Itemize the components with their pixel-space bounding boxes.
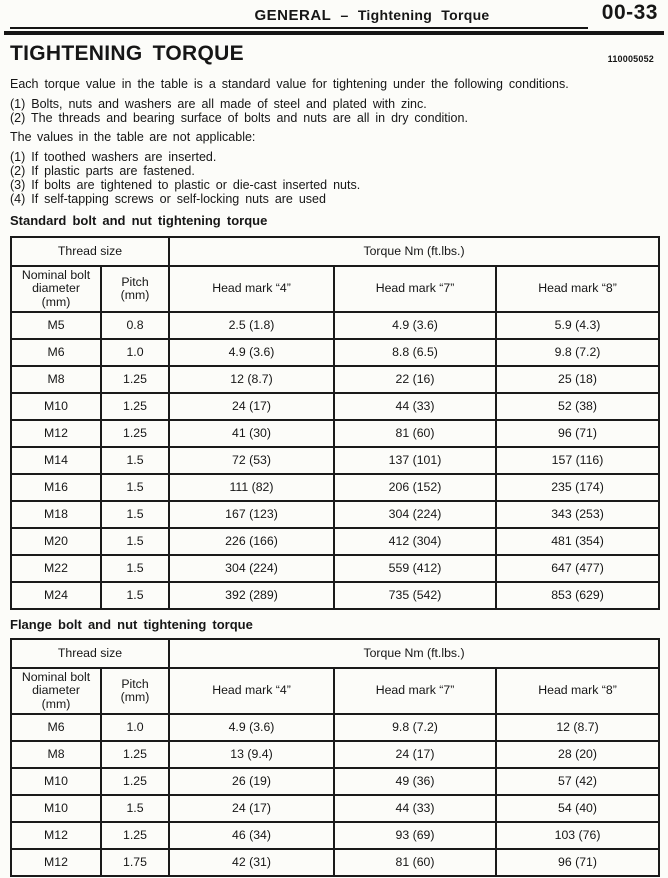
table-cell: 24 (17) [334,741,496,768]
table-cell: 853 (629) [496,582,659,609]
table-cell: 0.8 [101,312,169,339]
table-cell: 304 (224) [334,501,496,528]
table-cell: M10 [11,768,101,795]
table-cell: 2.5 (1.8) [169,312,334,339]
col-header-head-mark-8: Head mark “8” [496,266,659,312]
table-cell: 81 (60) [334,849,496,876]
table-cell: 111 (82) [169,474,334,501]
table-cell: 49 (36) [334,768,496,795]
not-applicable-item: (2) If plastic parts are fastened. [10,164,195,178]
table-cell: 1.5 [101,555,169,582]
table-cell: M8 [11,741,101,768]
table-cell: 13 (9.4) [169,741,334,768]
table-cell: 1.25 [101,768,169,795]
table-cell: 1.75 [101,849,169,876]
table-cell: 1.25 [101,366,169,393]
table-cell: 412 (304) [334,528,496,555]
table-cell: 157 (116) [496,447,659,474]
table-cell: 9.8 (7.2) [496,339,659,366]
table-cell: 46 (34) [169,822,334,849]
condition-item: (2) The threads and bearing surface of bolts and nuts are all in dry condition. [10,111,468,125]
table-cell: 235 (174) [496,474,659,501]
table-cell: 41 (30) [169,420,334,447]
table-row [11,528,659,555]
table-row [11,795,659,822]
col-header-pitch: Pitch (mm) [101,668,169,714]
table-cell: 1.25 [101,420,169,447]
table-row [11,447,659,474]
col-header-head-mark-4: Head mark “4” [169,266,334,312]
table-row [11,312,659,339]
col-header-pitch: Pitch (mm) [101,266,169,312]
table-cell: 24 (17) [169,393,334,420]
table-row [11,501,659,528]
table-cell: 167 (123) [169,501,334,528]
table-cell: 8.8 (6.5) [334,339,496,366]
table-cell: 44 (33) [334,393,496,420]
table-cell: M22 [11,555,101,582]
table-cell: 392 (289) [169,582,334,609]
table-cell: 481 (354) [496,528,659,555]
table-cell: M20 [11,528,101,555]
table-cell: 22 (16) [334,366,496,393]
table-row [11,741,659,768]
table-cell: 1.5 [101,501,169,528]
table-row [11,582,659,609]
table-cell: M6 [11,339,101,366]
table-cell: 12 (8.7) [169,366,334,393]
table-column-header-row [11,668,659,714]
table-cell: 1.0 [101,339,169,366]
table-cell: M5 [11,312,101,339]
header-rule-thin [10,27,588,29]
page-number: 00-33 [601,1,658,24]
table-cell: 304 (224) [169,555,334,582]
header-title [86,7,658,24]
table-cell: 559 (412) [334,555,496,582]
table-cell: 81 (60) [334,420,496,447]
conditions-list [10,97,658,125]
table-row [11,339,659,366]
intro-paragraph: Each torque value in the table is a standard value for tightening under the following conditions. [10,77,569,91]
table-cell: 4.9 (3.6) [169,339,334,366]
condition-item: (1) Bolts, nuts and washers are all made of steel and plated with zinc. [10,97,427,111]
table-cell: 1.5 [101,474,169,501]
flange-table-heading: Flange bolt and nut tightening torque [10,617,253,632]
table-cell: 647 (477) [496,555,659,582]
table-row [11,474,659,501]
table-cell: 42 (31) [169,849,334,876]
table-cell: M14 [11,447,101,474]
table-cell: 1.25 [101,393,169,420]
flange-torque-table [10,638,660,877]
table-cell: 24 (17) [169,795,334,822]
table-cell: 28 (20) [496,741,659,768]
torque-group-header: Torque Nm (ft.lbs.) [169,639,659,668]
standard-table-heading: Standard bolt and nut tightening torque [10,213,268,228]
table-row [11,822,659,849]
col-header-head-mark-4: Head mark “4” [169,668,334,714]
table-cell: 96 (71) [496,420,659,447]
table-cell: M8 [11,366,101,393]
doc-code: 110005052 [607,54,654,64]
table-cell: 4.9 (3.6) [169,714,334,741]
header-section-label: GENERAL [254,7,332,24]
table-cell: 226 (166) [169,528,334,555]
flange-table-body [11,714,659,876]
table-cell: 96 (71) [496,849,659,876]
table-cell: 1.5 [101,582,169,609]
table-row [11,714,659,741]
table-cell: 1.25 [101,741,169,768]
table-cell: 57 (42) [496,768,659,795]
table-cell: 72 (53) [169,447,334,474]
table-cell: 44 (33) [334,795,496,822]
col-header-head-mark-7: Head mark “7” [334,668,496,714]
header-dash: – [340,7,349,23]
table-group-header-row [11,639,659,668]
table-row [11,393,659,420]
page-header [10,0,658,34]
table-cell: M16 [11,474,101,501]
not-applicable-list [10,150,658,206]
not-applicable-item: (3) If bolts are tightened to plastic or die-cast inserted nuts. [10,178,361,192]
not-applicable-intro: The values in the table are not applicable: [10,130,256,144]
table-cell: 9.8 (7.2) [334,714,496,741]
table-row [11,768,659,795]
col-header-head-mark-8: Head mark “8” [496,668,659,714]
table-cell: M24 [11,582,101,609]
table-cell: 26 (19) [169,768,334,795]
table-cell: 1.0 [101,714,169,741]
table-row [11,849,659,876]
torque-group-header: Torque Nm (ft.lbs.) [169,237,659,266]
table-cell: 1.5 [101,795,169,822]
table-cell: 735 (542) [334,582,496,609]
table-cell: 137 (101) [334,447,496,474]
col-header-nominal-diameter: Nominal bolt diameter (mm) [11,266,101,312]
table-cell: 206 (152) [334,474,496,501]
table-cell: 103 (76) [496,822,659,849]
standard-table-body [11,312,659,609]
table-row [11,420,659,447]
table-cell: 93 (69) [334,822,496,849]
table-cell: 4.9 (3.6) [334,312,496,339]
table-cell: 52 (38) [496,393,659,420]
table-group-header-row [11,237,659,266]
table-cell: M10 [11,795,101,822]
page-title: TIGHTENING TORQUE [10,42,244,65]
table-cell: 1.25 [101,822,169,849]
header-rule-thick [4,31,664,35]
table-cell: 25 (18) [496,366,659,393]
col-header-nominal-diameter: Nominal bolt diameter (mm) [11,668,101,714]
table-column-header-row [11,266,659,312]
table-cell: M6 [11,714,101,741]
col-header-head-mark-7: Head mark “7” [334,266,496,312]
table-cell: 12 (8.7) [496,714,659,741]
table-cell: M12 [11,822,101,849]
table-cell: M12 [11,849,101,876]
not-applicable-item: (4) If self-tapping screws or self-locking nuts are used [10,192,326,206]
table-cell: M18 [11,501,101,528]
table-cell: 1.5 [101,528,169,555]
table-cell: M10 [11,393,101,420]
thread-size-group-header: Thread size [11,639,169,668]
not-applicable-item: (1) If toothed washers are inserted. [10,150,217,164]
standard-torque-table [10,236,660,610]
table-cell: 5.9 (4.3) [496,312,659,339]
table-cell: 343 (253) [496,501,659,528]
thread-size-group-header: Thread size [11,237,169,266]
table-row [11,555,659,582]
table-cell: M12 [11,420,101,447]
table-cell: 1.5 [101,447,169,474]
table-row [11,366,659,393]
table-cell: 54 (40) [496,795,659,822]
header-subtitle-label: Tightening Torque [357,7,490,23]
